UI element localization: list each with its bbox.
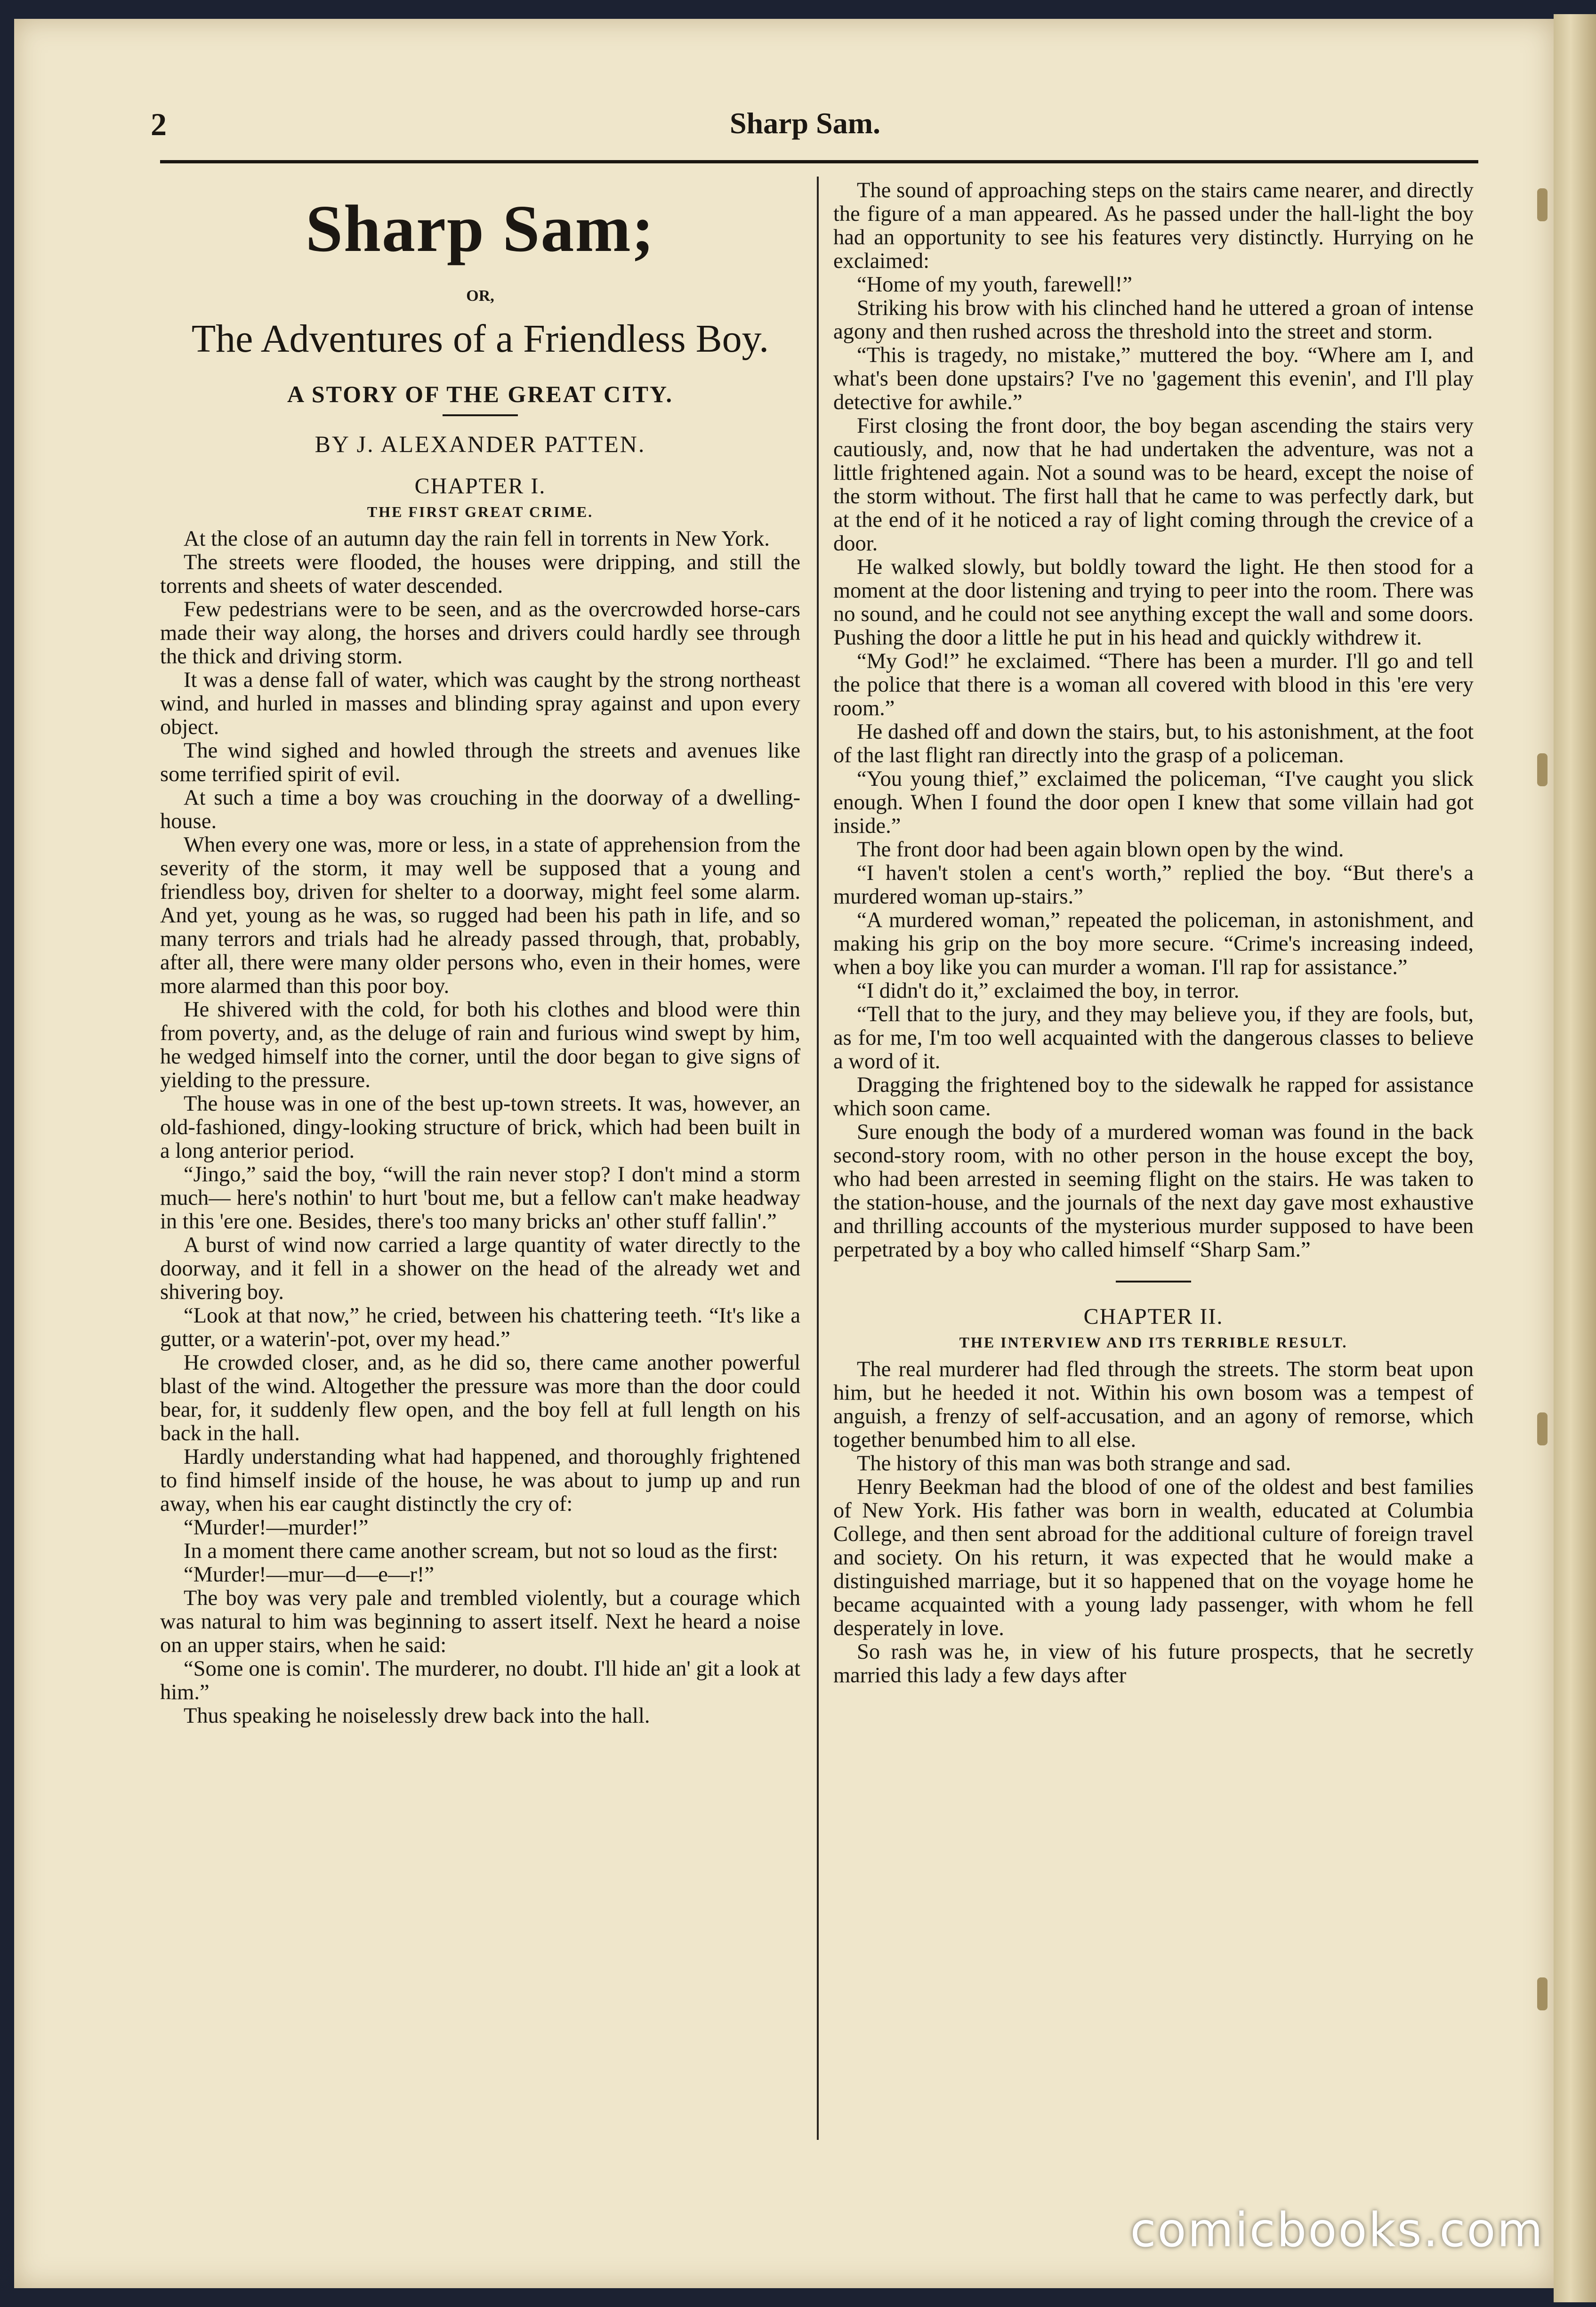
paragraph: Thus speaking he noiselessly drew back into the hall. bbox=[184, 1704, 650, 1728]
chapter-heading: CHAPTER II. bbox=[1083, 1304, 1224, 1329]
binding-hole bbox=[1537, 1412, 1548, 1445]
paragraph: At such a time a boy was crouching in the doorway of a dwelling-house. bbox=[160, 786, 800, 833]
header-rule bbox=[160, 160, 1478, 163]
paragraph: He shivered with the cold, for both his clothes and blood were thin from poverty, and, as the deluge of rain and furious wind swept by him, he wedged himself into the corner, until the door began to give signs of yielding to the pressure. bbox=[160, 998, 800, 1092]
paragraph: “Some one is comin'. The murderer, no doubt. I'll hide an' git a look at him.” bbox=[160, 1657, 800, 1704]
paragraph: It was a dense fall of water, which was caught by the strong northeast wind, and hurled in masses and blinding spray against and upon every object. bbox=[160, 668, 800, 739]
paragraph: “My God!” he exclaimed. “There has been a murder. I'll go and tell the police that there is a woman all covered with blood in this 'ere very room.” bbox=[833, 649, 1474, 720]
paragraph: “I didn't do it,” exclaimed the boy, in terror. bbox=[857, 979, 1240, 1003]
paragraph: So rash was he, in view of his future prospects, that he secretly married this lady a few days after bbox=[833, 1640, 1474, 1687]
story-tagline: A STORY OF THE GREAT CITY. bbox=[287, 381, 673, 407]
page-header bbox=[137, 106, 1474, 158]
paragraph: Striking his brow with his clinched hand he uttered a groan of intense agony and then rushed across the threshold into the street and storm. bbox=[833, 296, 1474, 344]
paragraph: At the close of an autumn day the rain fell in torrents in New York. bbox=[184, 527, 770, 551]
paragraph: Hardly understanding what had happened, and thoroughly frightened to find himself inside of the house, he was about to jump up and run away, when his ear caught distinctly the cry of: bbox=[160, 1445, 800, 1516]
paragraph: The wind sighed and howled through the streets and avenues like some terrified spirit of evil. bbox=[160, 739, 800, 786]
paragraph: A burst of wind now carried a large quantity of water directly to the doorway, and it fell in a shower on the head of the already wet and shivering boy. bbox=[160, 1233, 800, 1304]
paragraph: “Look at that now,” he cried, between his chattering teeth. “It's like a gutter, or a waterin'-pot, over my head.” bbox=[160, 1304, 800, 1351]
paragraph: Dragging the frightened boy to the sidewalk he rapped for assistance which soon came. bbox=[833, 1073, 1474, 1121]
chapter-heading: CHAPTER I. bbox=[414, 474, 546, 499]
story-subtitle: The Adventures of a Friendless Boy. bbox=[191, 317, 769, 361]
paragraph: The streets were flooded, the houses were dripping, and still the torrents and sheets of water descended. bbox=[160, 550, 800, 598]
paragraph: “I haven't stolen a cent's worth,” replied the boy. “But there's a murdered woman up-stairs.” bbox=[833, 861, 1474, 909]
chapter-subheading: THE INTERVIEW AND ITS TERRIBLE RESULT. bbox=[959, 1334, 1348, 1351]
paragraph: “Home of my youth, farewell!” bbox=[857, 273, 1132, 297]
story-or: OR, bbox=[466, 287, 494, 305]
paragraph: “A murdered woman,” repeated the policeman, in astonishment, and making his grip on the boy more secure. “Crime's increasing indeed, when a boy like you can murder a woman. I'll rap for assistance.” bbox=[833, 908, 1474, 979]
paragraph: “This is tragedy, no mistake,” muttered the boy. “Where am I, and what's been done upstairs? I've no 'gagement this evenin', and I'll play detective for awhile.” bbox=[833, 343, 1474, 414]
paragraph: He dashed off and down the stairs, but, to his astonishment, at the foot of the last flight ran directly into the grasp of a policeman. bbox=[833, 720, 1474, 767]
paragraph: Sure enough the body of a murdered woman was found in the back second-story room, with no other person in the house except the boy, who had been arrested in seeming flight on the stairs. He was taken to the station-house, and the journals of the next day gave most exhaustive and thrilling accounts of the mysterious murder supposed to have been perpetrated by a boy who called himself “Sharp Sam.” bbox=[833, 1120, 1474, 1262]
paragraph: “Jingo,” said the boy, “will the rain never stop? I don't mind a storm much— here's nothin' to hurt 'bout me, but a fellow can't make headway in this 'ere one. Besides, there's too many bricks an' other stuff fallin'.” bbox=[160, 1162, 800, 1234]
paragraph: When every one was, more or less, in a state of apprehension from the severity of the storm, it may well be supposed that a young and friendless boy, driven for shelter to a doorway, might feel some alarm. And yet, young as he was, so rugged had been his path in life, and so many terrors and trials had he already passed through, that, probably, after all, there were many older persons who, even in their homes, were more alarmed than this poor boy. bbox=[160, 833, 800, 998]
right-column bbox=[833, 179, 1474, 1687]
page-edge bbox=[1554, 14, 1596, 2302]
story-title: Sharp Sam; bbox=[306, 191, 655, 266]
paragraph: “Murder!—murder!” bbox=[184, 1516, 369, 1540]
paragraph: He crowded closer, and, as he did so, there came another powerful blast of the wind. Altogether the pressure was more than the door could bear, for, it suddenly flew open, and the boy fell at full length on his back in the hall. bbox=[160, 1351, 800, 1445]
section-rule bbox=[1116, 1281, 1191, 1283]
paragraph: Few pedestrians were to be seen, and as the overcrowded horse-cars made their way along, the horses and drivers could hardly see through the thick and driving storm. bbox=[160, 597, 800, 669]
chapter-subheading: THE FIRST GREAT CRIME. bbox=[367, 503, 594, 520]
column-divider bbox=[817, 177, 819, 2140]
paragraph: The real murderer had fled through the streets. The storm beat upon him, but he heeded it not. Within his own bosom was a tempest of anguish, a frenzy of self-accusation, and an agony of remorse, which together benumbed him to all else. bbox=[833, 1357, 1474, 1452]
watermark: comicbooks.com bbox=[1130, 2202, 1544, 2258]
paragraph: “Tell that to the jury, and they may believe you, if they are fools, but, as for me, I'm too well acquainted with the dangerous classes to believe a word of it. bbox=[833, 1002, 1474, 1073]
title-rule bbox=[443, 414, 518, 416]
binding-hole bbox=[1537, 753, 1548, 786]
paragraph: The front door had been again blown open by the wind. bbox=[857, 838, 1344, 862]
paragraph: “Murder!—mur—d—e—r!” bbox=[184, 1563, 434, 1587]
paragraph: He walked slowly, but boldly toward the light. He then stood for a moment at the door listening and trying to peer into the room. There was no sound, and he could not see anything except the wall and some doors. Pushing the door a little he put in his head and quickly withdrew it. bbox=[833, 555, 1474, 650]
page-number: 2 bbox=[151, 106, 167, 142]
paragraph: First closing the front door, the boy began ascending the stairs very cautiously, and, now that he had undertaken the adventure, was not a little frightened again. Not a sound was to be heard, except the noise of the storm without. The first hall that he came to was perfectly dark, but at the end of it he noticed a ray of light coming through the crevice of a door. bbox=[833, 414, 1474, 556]
paragraph: The history of this man was both strange and sad. bbox=[857, 1452, 1291, 1476]
story-author: BY J. ALEXANDER PATTEN. bbox=[314, 431, 646, 457]
paragraph: In a moment there came another scream, but not so loud as the first: bbox=[184, 1539, 778, 1563]
paragraph: The boy was very pale and trembled violently, but a courage which was natural to him was beginning to assert itself. Next he heard a noise on an upper stairs, when he said: bbox=[160, 1586, 800, 1657]
left-column bbox=[160, 179, 800, 1728]
binding-hole bbox=[1537, 1977, 1548, 2010]
paragraph: “You young thief,” exclaimed the policeman, “I've caught you slick enough. When I found the door open I knew that some villain had got inside.” bbox=[833, 767, 1474, 838]
paragraph: The sound of approaching steps on the stairs came nearer, and directly the figure of a man appeared. As he passed under the hall-light the boy had an opportunity to see his features very distinctly. Hurrying on he exclaimed: bbox=[833, 178, 1474, 273]
paragraph: Henry Beekman had the blood of one of the oldest and best families of New York. His father was born in wealth, educated at Columbia College, and then sent abroad for the additional culture of foreign travel and society. On his return, it was expected that he would make a distinguished marriage, but it so happened that on the voyage home he became acquainted with a young lady passenger, with whom he fell desperately in love. bbox=[833, 1475, 1474, 1640]
paragraph: The house was in one of the best up-town streets. It was, however, an old-fashioned, dingy-looking structure of brick, which had been built in a long anterior period. bbox=[160, 1092, 800, 1163]
binding-hole bbox=[1537, 188, 1548, 221]
running-title: Sharp Sam. bbox=[729, 106, 881, 140]
